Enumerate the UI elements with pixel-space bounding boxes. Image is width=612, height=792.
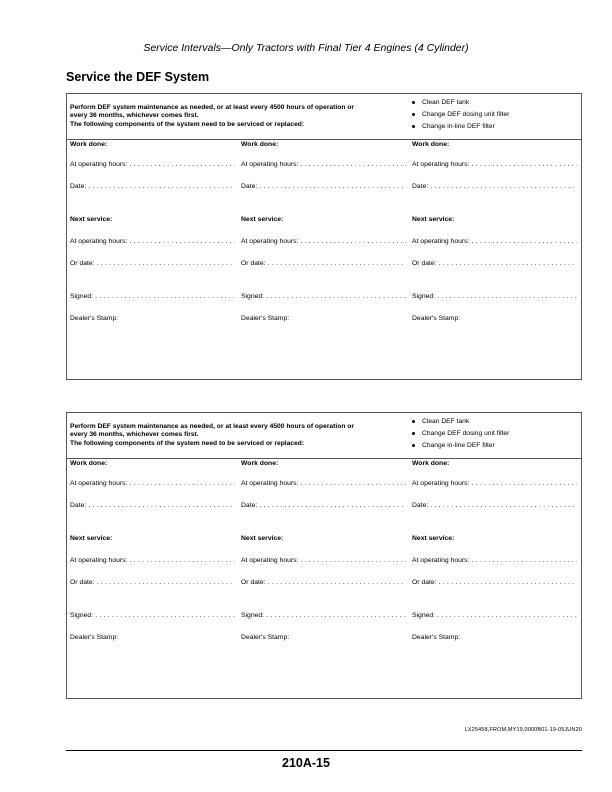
signed-field[interactable] (241, 612, 406, 619)
next-service-label: Next service: (241, 535, 284, 542)
field-label: At operating hours: (241, 480, 299, 487)
date-field[interactable] (412, 183, 577, 190)
instruction-line: Perform DEF system maintenance as needed, or at least every 4500 hours of operation or (70, 104, 354, 111)
signed-field[interactable] (412, 612, 577, 619)
form-instructions (70, 423, 410, 448)
task-item: Change in-line DEF filter (411, 440, 509, 452)
field-label: At operating hours: (412, 480, 470, 487)
record-column (241, 139, 411, 379)
next-service-label: Next service: (241, 216, 284, 223)
field-label: Date: (412, 183, 429, 190)
service-record-form-2 (66, 412, 582, 699)
signed-field[interactable] (241, 293, 406, 300)
next-operating-hours-field[interactable] (241, 557, 406, 564)
dealer-stamp-field: Dealer's Stamp: (241, 315, 290, 322)
form-header (67, 413, 581, 459)
field-label: Or date: (70, 260, 95, 267)
operating-hours-field[interactable] (70, 480, 235, 487)
or-date-field[interactable] (412, 579, 577, 586)
operating-hours-field[interactable] (241, 480, 406, 487)
signed-field[interactable] (70, 293, 235, 300)
next-service-label: Next service: (412, 535, 455, 542)
work-done-label: Work done: (70, 141, 108, 148)
dealer-stamp-field: Dealer's Stamp: (412, 634, 461, 641)
document-code: LX25458,FROM,MY19,0000B01-19-05JUN20 (464, 727, 582, 733)
field-label: Signed: (241, 612, 265, 619)
operating-hours-field[interactable] (412, 480, 577, 487)
footer-rule (66, 750, 582, 751)
next-operating-hours-field[interactable] (241, 238, 406, 245)
running-header: Service Intervals—Only Tractors with Final Tier 4 Engines (4 Cylinder) (143, 42, 469, 54)
work-done-label: Work done: (241, 460, 279, 467)
operating-hours-field[interactable] (241, 161, 406, 168)
work-done-label: Work done: (412, 460, 450, 467)
operating-hours-field[interactable] (70, 161, 235, 168)
task-list (411, 416, 509, 452)
date-field[interactable] (70, 502, 235, 509)
form-instructions (70, 104, 410, 129)
dealer-stamp-field: Dealer's Stamp: (70, 634, 119, 641)
field-label: Signed: (241, 293, 265, 300)
field-label: Signed: (70, 293, 94, 300)
next-service-label: Next service: (70, 216, 113, 223)
task-item: Change in-line DEF filter (411, 121, 509, 133)
operating-hours-field[interactable] (412, 161, 577, 168)
next-operating-hours-field[interactable] (412, 238, 577, 245)
field-label: At operating hours: (241, 238, 299, 245)
field-label: Date: (241, 502, 258, 509)
field-label: Date: (70, 183, 87, 190)
field-label: Or date: (412, 579, 437, 586)
next-operating-hours-field[interactable] (70, 238, 235, 245)
field-label: At operating hours: (70, 557, 128, 564)
record-column (241, 458, 411, 698)
work-done-label: Work done: (412, 141, 450, 148)
date-field[interactable] (70, 183, 235, 190)
field-label: At operating hours: (412, 238, 470, 245)
task-item: Clean DEF tank (411, 416, 509, 428)
field-label: Date: (412, 502, 429, 509)
or-date-field[interactable] (412, 260, 577, 267)
field-label: At operating hours: (70, 238, 128, 245)
dealer-stamp-field: Dealer's Stamp: (241, 634, 290, 641)
dealer-stamp-field: Dealer's Stamp: (412, 315, 461, 322)
field-label: Signed: (412, 293, 436, 300)
service-record-form-1 (66, 93, 582, 380)
task-item: Clean DEF tank (411, 97, 509, 109)
work-done-label: Work done: (241, 141, 279, 148)
field-label: Signed: (412, 612, 436, 619)
page-number: 210A-15 (282, 756, 330, 770)
or-date-field[interactable] (70, 579, 235, 586)
next-operating-hours-field[interactable] (412, 557, 577, 564)
next-service-label: Next service: (412, 216, 455, 223)
instruction-line: every 36 months, whichever comes first. (70, 112, 199, 120)
field-label: At operating hours: (70, 480, 128, 487)
instruction-line: Perform DEF system maintenance as needed, or at least every 4500 hours of operation or (70, 423, 354, 430)
record-column (70, 458, 240, 698)
or-date-field[interactable] (241, 579, 406, 586)
record-column (70, 139, 240, 379)
task-list (411, 97, 509, 133)
next-operating-hours-field[interactable] (70, 557, 235, 564)
record-column (412, 139, 582, 379)
task-item: Change DEF dosing unit filter (411, 109, 509, 121)
instruction-line: every 36 months, whichever comes first. (70, 431, 199, 439)
field-label: Date: (241, 183, 258, 190)
field-label: Or date: (70, 579, 95, 586)
page-title: Service the DEF System (66, 70, 210, 84)
field-label: At operating hours: (70, 161, 128, 168)
field-label: Signed: (70, 612, 94, 619)
field-label: Or date: (241, 260, 266, 267)
or-date-field[interactable] (70, 260, 235, 267)
form-header (67, 94, 581, 140)
field-label: Or date: (412, 260, 437, 267)
or-date-field[interactable] (241, 260, 406, 267)
work-done-label: Work done: (70, 460, 108, 467)
date-field[interactable] (241, 183, 406, 190)
signed-field[interactable] (412, 293, 577, 300)
next-service-label: Next service: (70, 535, 113, 542)
field-label: At operating hours: (241, 557, 299, 564)
instruction-line: The following components of the system need to be serviced or replaced: (70, 439, 305, 447)
instruction-line: The following components of the system need to be serviced or replaced: (70, 120, 305, 128)
date-field[interactable] (241, 502, 406, 509)
field-label: At operating hours: (412, 161, 470, 168)
field-label: Or date: (241, 579, 266, 586)
dealer-stamp-field: Dealer's Stamp: (70, 315, 119, 322)
field-label: At operating hours: (241, 161, 299, 168)
task-item: Change DEF dosing unit filter (411, 428, 509, 440)
signed-field[interactable] (70, 612, 235, 619)
date-field[interactable] (412, 502, 577, 509)
record-column (412, 458, 582, 698)
field-label: Date: (70, 502, 87, 509)
field-label: At operating hours: (412, 557, 470, 564)
